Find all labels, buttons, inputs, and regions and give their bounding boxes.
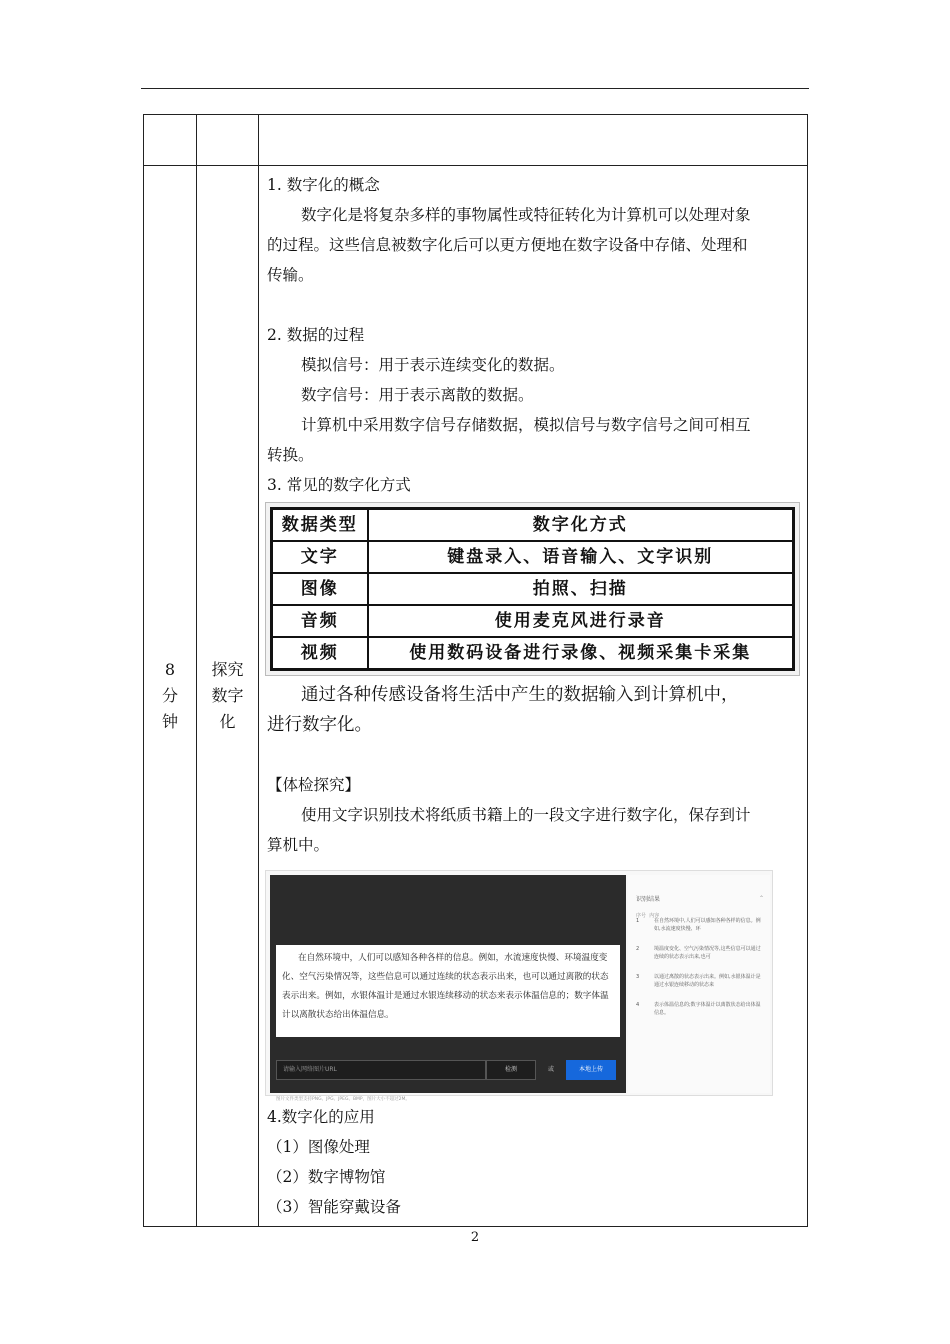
local-upload-button[interactable]: 本地上传 xyxy=(566,1060,616,1080)
paragraph: 转换。 xyxy=(267,446,314,464)
paragraph: 通过各种传感设备将生活中产生的数据输入到计算机中， xyxy=(301,685,739,705)
result-text: 境温度变化、空气污染情况等,这些信息可以通过连续的状态表示出来,也可 xyxy=(654,946,761,960)
time-text: 8 xyxy=(164,660,176,679)
list-item: （3）智能穿戴设备 xyxy=(267,1198,401,1216)
table-row xyxy=(144,166,808,1227)
activity-text: 探究 xyxy=(211,660,244,679)
paragraph: 模拟信号：用于表示连续变化的数据。 xyxy=(301,356,565,374)
time-text: 钟 xyxy=(161,712,178,731)
image-url-input[interactable]: 请输入网络图片URL xyxy=(276,1060,486,1080)
result-text: 以通过离散的状态表示出来。例如,水银体温计是通过水银连续移动的状态来 xyxy=(654,974,761,988)
lesson-plan-table xyxy=(143,114,808,1227)
paragraph: 计算机中采用数字信号存储数据，模拟信号与数字信号之间可相互 xyxy=(301,416,751,434)
time-cell xyxy=(144,166,197,1227)
activity-text: 数字 xyxy=(211,686,244,705)
section-title-concept: 1. 数字化的概念 xyxy=(267,176,380,194)
ocr-source-text: 在自然环境中，人们可以感知各种各样的信息。例如，水流速度快慢、环境温度变化、空气污染情况等，这些信息可以通过连续的状态表示出来，也可以通过离散的状态表示出来。例如，水银体温计是通过水银连续移动的状态来表示体温信息的；数字体温计以离散状态给出体温信息。 xyxy=(276,945,620,1037)
paragraph: 数字化是将复杂多样的事物属性或特征转化为计算机可以处理对象 xyxy=(301,206,751,224)
detect-button[interactable]: 检测 xyxy=(486,1060,536,1080)
table-row xyxy=(272,509,794,542)
result-text: 表示体温信息的;数字体温计以离散状态给出体温信息。 xyxy=(654,1002,761,1016)
table-cell: 音频 xyxy=(272,605,368,637)
table-row xyxy=(272,605,794,637)
table-row xyxy=(272,541,794,573)
result-text: 在自然环境中,人们可以感知各种各样的信息。例如,水流速度快慢、环 xyxy=(654,918,761,932)
paragraph: 数字信号：用于表示离散的数据。 xyxy=(301,386,534,404)
table-header-row xyxy=(144,115,808,166)
table-cell: 图像 xyxy=(272,573,368,605)
result-title: 识别结果 xyxy=(636,896,661,903)
table-cell: 使用数码设备进行录像、视频采集卡采集 xyxy=(368,637,794,670)
header-cell-content xyxy=(259,115,808,166)
ocr-toolbar xyxy=(276,1060,620,1080)
activity-cell xyxy=(197,166,259,1227)
table-cell: 文字 xyxy=(272,541,368,573)
paragraph: 传输。 xyxy=(267,266,314,284)
or-label: 或 xyxy=(548,1066,555,1073)
digitization-methods-table xyxy=(270,507,795,671)
col-seq: 序号 xyxy=(636,913,647,919)
table-cell: 视频 xyxy=(272,637,368,670)
section-title-methods: 3. 常见的数字化方式 xyxy=(267,476,411,494)
header-rule xyxy=(141,88,809,89)
table-row xyxy=(272,637,794,670)
list-item: （2）数字博物馆 xyxy=(267,1168,386,1186)
digitization-methods-figure xyxy=(265,502,800,676)
paragraph: 使用文字识别技术将纸质书籍上的一段文字进行数字化，保存到计 xyxy=(301,806,751,824)
table-cell: 拍照、扫描 xyxy=(368,573,794,605)
paragraph: 算机中。 xyxy=(267,836,330,854)
table-header-cell: 数据类型 xyxy=(272,509,368,542)
table-header-cell: 数字化方式 xyxy=(368,509,794,542)
table-cell: 使用麦克风进行录音 xyxy=(368,605,794,637)
page-number: 2 xyxy=(470,1230,480,1245)
list-item: （1）图像处理 xyxy=(267,1138,370,1156)
paragraph: 的过程。这些信息被数字化后可以更方便地在数字设备中存储、处理和 xyxy=(267,236,748,254)
chevron-up-icon[interactable]: ⌃ xyxy=(758,895,764,902)
result-seq: 2 xyxy=(636,946,640,952)
header-cell-activity xyxy=(197,115,259,166)
spacer xyxy=(267,740,799,770)
result-seq: 3 xyxy=(636,974,640,980)
ocr-result-panel xyxy=(628,875,770,1093)
spacer xyxy=(267,290,799,320)
section-title-applications: 4.数字化的应用 xyxy=(267,1108,375,1126)
ocr-screenshot-figure xyxy=(265,870,773,1102)
col-content: 内容 xyxy=(649,913,660,919)
section-title-experience: 【体检探究】 xyxy=(267,776,361,794)
time-text: 分 xyxy=(161,686,178,705)
table-cell: 键盘录入、语音输入、文字识别 xyxy=(368,541,794,573)
result-seq: 1 xyxy=(636,918,640,924)
table-row xyxy=(272,573,794,605)
result-seq: 4 xyxy=(636,1002,640,1008)
header-cell-time xyxy=(144,115,197,166)
content-cell xyxy=(259,166,808,1227)
paragraph: 进行数字化。 xyxy=(267,715,372,735)
file-type-hint: 图片文件类型支持PNG、JPG、JPEG、BMP，图片大小不超过2M。 xyxy=(276,1097,410,1102)
section-title-data-process: 2. 数据的过程 xyxy=(267,326,365,344)
ocr-preview-panel xyxy=(270,875,626,1102)
activity-text: 化 xyxy=(219,712,236,731)
